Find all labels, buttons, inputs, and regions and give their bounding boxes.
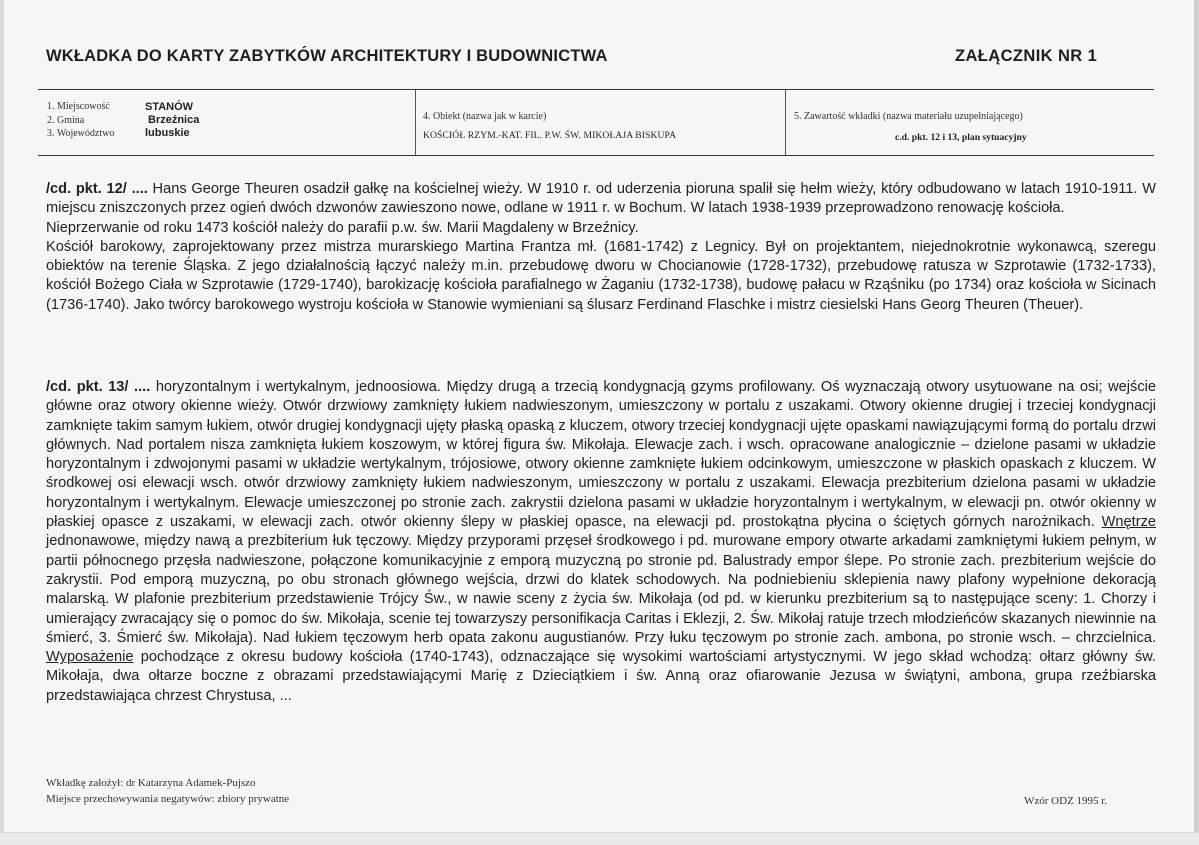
location-cell: [38, 90, 416, 155]
document-title: WKŁADKA DO KARTY ZABYTKÓW ARCHITEKTURY I BUDOWNICTWA: [46, 47, 608, 65]
section-13-text-3: pochodzące z okresu budowy kościoła (1740-1743), odznaczające się wysokimi wartościami artystycznymi. W jego skład wchodzą: ołtarz główny św. Mikołaja, dwa ołtarze boczne z obrazami przedstawiającymi Marię z Dzieciątkiem i św. Anną oraz ofiarowanie Jezusa w świątyni, ambona, grupa rzeźbiarska przedstawiająca chrzest Chrystusa, ...: [46, 649, 1156, 704]
annex-label: ZAŁĄCZNIK NR 1: [955, 47, 1098, 65]
author-note: Wkładkę założył: dr Katarzyna Adamek-Pujszo: [46, 777, 256, 789]
section-12-paragraph-2: Nieprzerwanie od roku 1473 kościół należy do parafii p.w. św. Marii Magdaleny w Brzeźnicy.: [46, 219, 639, 236]
location-label: 1. Miejscowość: [47, 101, 110, 112]
interior-heading: Wnętrze: [1101, 514, 1156, 531]
section-12-text-1: Hans George Theuren osadził gałkę na kościelnej wieży. W 1910 r. od uderzenia pioruna spalił się hełm wieży, który odbudowano w latach 1910-1911. W miejscu zniszczonych przez ogień dwóch dzwonów zawieszono nowe, odlane w 1911 r. w Bochum. W latach 1938-1939 przeprowadzono renowację kościoła.: [46, 181, 1156, 217]
commune-value: Brzeźnica: [148, 114, 200, 126]
contents-label: 5. Zawartość wkładki (nazwa materiału uzupełniającego): [794, 111, 1023, 122]
template-note: Wzór ODZ 1995 r.: [1024, 795, 1108, 807]
section-12: [46, 180, 1156, 315]
section-12-paragraph-3: Kościół barokowy, zaprojektowany przez mistrza murarskiego Martina Frantza mł. (1681-1742) z Legnicy. Był on projektantem, niejednokrotnie wykonawcą, szeregu obiektów na terenie Śląska. Z jego działalnością łączyć należy m.in. przebudowę dworu w Chocianowie (1728-1732), przebudowę ratusza w Szprotawie (1732-1733), kościół Bożego Ciała w Szprotawie (1729-1740), barokizację kościoła parafialnego w Żaganiu (1732-1738), budowę pałacu w Rząśniku (po 1734) oraz kościoła w Sicinach (1736-1740). Jako twórcy barokowego wystroju kościoła w Stanowie wymieniani są ślusarz Ferdinand Flaschke i mistrz ciesielski Hans Georg Theuren (Theuer).: [46, 238, 1156, 313]
section-13-lead: /cd. pkt. 13/ ....: [46, 379, 151, 395]
section-13-text-1: horyzontalnym i wertykalnym, jednoosiowa. Między drugą a trzecią kondygnacją gzyms profilowany. Oś wyznaczają otwory usytuowane na osi; wejście główne oraz otwory okienne wieży. Otwór drzwiowy zamknięty łukiem nadwieszonym, umieszczony w portalu z uszakami. Otwory okienne drugiej i trzeciej kondygnacji zamknięte takim samym łukiem, otwór drugiej kondygnacji ujęty płaską opaską z kluczem, otwory trzeciej kondygnacji ujęte opaskami nawiązującymi formą do portalu drzwi głównych. Nad portalem nisza zamknięta łukiem koszowym, w której figura św. Mikołaja. Elewacje zach. i wsch. opracowane analogicznie – dzielone pasami w układzie horyzontalnym i zdwojonymi pasami w układzie wertykalnym, trójosiowe, otwory okienne zamknięte łukiem odcinkowym, umieszczone w płaskich opaskach z kluczem. W środkowej osi elewacji wsch. otwór drzwiowy zamknięty łukiem nadwieszonym, umieszczony w portalu z uszakami. Elewacja prezbiterium dzielona pasami w układzie horyzontalnym i wertykalnym. Elewacje umieszczonej po stronie zach. zakrystii dzielona pasami w układzie horyzontalnym i wertykalnym, w elewacji pn. otwór okienny w płaskiej opasce z uszakami, w elewacji zach. otwór okienny ślepy w płaskiej opasce, na elewacji pd. prostokątna płycina o ściętych górnych narożnikach.: [46, 379, 1156, 531]
section-12-paragraph-1: [46, 180, 1156, 219]
contents-cell: [785, 90, 1154, 155]
section-12-lead: /cd. pkt. 12/ ....: [46, 181, 148, 197]
location-value: STANÓW: [145, 101, 194, 113]
object-label: 4. Obiekt (nazwa jak w karcie): [423, 111, 547, 122]
contents-value: c.d. pkt. 12 i 13, plan sytuacyjny: [895, 132, 1027, 143]
section-13: [46, 378, 1156, 706]
info-table: [38, 89, 1154, 156]
page-right-edge: [1194, 0, 1199, 845]
page-left-edge: [0, 0, 4, 845]
furnishing-heading: Wyposażenie: [46, 649, 134, 666]
section-13-paragraph: [46, 378, 1156, 706]
page-bottom-edge: [0, 832, 1199, 845]
commune-label: 2. Gmina: [47, 115, 85, 126]
object-cell: [415, 90, 786, 155]
voivodeship-value: lubuskie: [145, 127, 190, 139]
object-value: KOŚCIÓŁ RZYM.-KAT. FIL. P.W. ŚW. MIKOŁAJA BISKUPA: [423, 130, 677, 141]
negatives-note: Miejsce przechowywania negatywów: zbiory prywatne: [46, 793, 290, 805]
voivodeship-label: 3. Województwo: [47, 128, 115, 139]
section-13-text-2: jednonawowe, między nawą a prezbiterium łuk tęczowy. Między przyporami przęseł środkowego i pd. murowane empory otwarte arkadami zamkniętymi łukiem pełnym, w partii północnego przęsła nadwieszone, połączone komunikacyjnie z emporą muzyczną po stronie pd. Balustrady empor ślepe. Po stronie zach. prezbiterium wejście do zakrystii. Pod emporą muzyczną, po obu stronach głównego wejścia, drzwi do klatek schodowych. Na podniebieniu sklepienia nawy plafony wypełnione dekoracją malarską. W plafonie prezbiterium przedstawienie Trójcy Św., w nawie sceny z życia św. Mikołaja (od pd. w kierunku prezbiterium są to następujące sceny: 1. Chorzy i umierający zwracający się o pomoc do św. Mikołaja, scenie tej towarzyszy personifikacja Caritas i Eklezji, 2. Św. Mikołaj ratuje trzech młodzieńców skazanych niewinnie na śmierć, 3. Śmierć św. Mikołaja). Nad łukiem tęczowym herb opata zakonu augustianów. Przy łuku tęczowym po stronie zach. ambona, po stronie wsch. – chrzcielnica.: [46, 533, 1156, 646]
